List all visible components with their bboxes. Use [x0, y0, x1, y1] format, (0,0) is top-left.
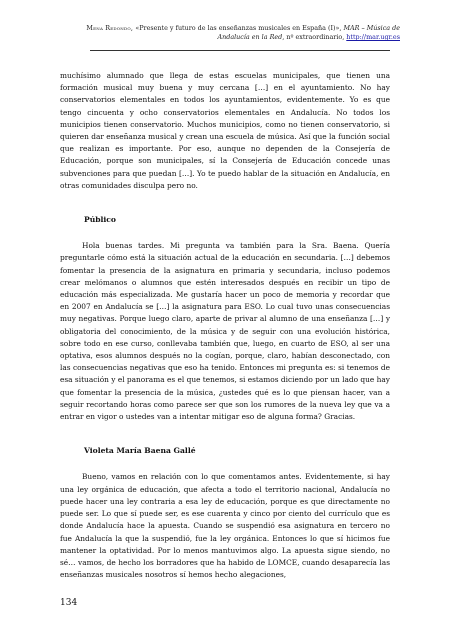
header-issue: , nº extraordinario,: [282, 33, 347, 41]
speaker-heading-publico: Público: [84, 215, 116, 225]
header-divider: [90, 50, 390, 51]
header-url-link[interactable]: http://mar.ugr.es: [346, 33, 400, 41]
page-number: 134: [60, 598, 78, 608]
paragraph-continued: muchísimo alumnado que llega de estas escuelas municipales, que tienen una formación musical muy buena y muy cercana […] en el ayuntamiento. No hay conservatorios elementales en todos los ayuntamientos, evidentemente. Yo es que tengo cincuenta y ocho conservatorios elementales en Andalucía. No todos los municipios tienen conservatorio. Muchos municipios, como no tienen conservatorio, si quieren dar enseñanza musical y crean una escuela de música. Así que la función social que realizan es importante. Por eso, aunque no dependen de la Consejería de Educación, porque son municipales, sí la Consejería de Educación concede unas subvenciones para que puedan […]. Yo te puedo hablar de la situación en Andalucía, en otras comunidades disculpa pero no.: [60, 71, 390, 190]
body-text: [60, 70, 390, 581]
paragraph-question: Hola buenas tardes. Mi pregunta va también para la Sra. Baena. Quería preguntarle cómo está la situación actual de la educación en secundaria. […] debemos fomentar la presencia de la asignatura en primaria y secundaria, incluso podemos crear melómanos o alumnos que estén interesados después en recibir un tipo de educación más especializada. Me gustaría hacer un poco de memoria y recordar que en 2007 en Andalucía se […] la asignatura para ESO. Lo cual tuvo unas consecuencias muy negativas. Porque luego claro, aparte de privar al alumno de una enseñanza […] y obligatoria del conocimiento, de la música y de seguir con una evolución histórica, sobre todo en ese curso, conllevaba también que, luego, en cuarto de ESO, al ser una optativa, esos alumnos después no la cogían, porque, claro, habían desconectado, con las consecuencias negativas que eso ha tenido. Entonces mi pregunta es: si tenemos de esa situación y el panorama es el que tenemos, si estamos diciendo por un lado que hay que fomentar la presencia de la música, ¿ustedes qué es lo que piensan hacer, van a seguir recortando horas como parece ser que son los rumores de la nueva ley que va a entrar en vigor o ustedes van a intentar mitigar eso de alguna forma? Gracias.: [60, 241, 390, 422]
running-header: [60, 24, 400, 42]
header-journal: MAR – Música de Andalucía en la Red: [217, 24, 400, 41]
paragraph-answer: Bueno, vamos en relación con lo que comentamos antes. Evidentemente, si hay una ley orgánica de educación, que afecta a todo el territorio nacional, Andalucía no puede hacer una ley contraria a esa ley de educación, porque es que directamente no puede ser. Lo que sí puede ser, es ese cuarenta y cinco por ciento del currículo que es donde Andalucía hace la apuesta. Cuando se suspendió esa asignatura en tercero no fue Andalucía la que la suspendió, fue la ley orgánica. Entonces lo que sí hicimos fue mantener la optatividad. Por lo menos mantuvimos algo. La apuesta sigue siendo, no sé… vamos, de hecho los borradores que ha habido de LOMCE, cuando desaparecía las enseñanzas musicales nosotros sí hemos hecho alegaciones,: [60, 472, 390, 580]
speaker-heading-baena: Violeta María Baena Gallé: [84, 446, 196, 456]
header-title: «Presente y futuro de las enseñanzas musicales en España (I)»,: [135, 24, 344, 32]
header-author: Mena Redondo,: [86, 24, 136, 32]
